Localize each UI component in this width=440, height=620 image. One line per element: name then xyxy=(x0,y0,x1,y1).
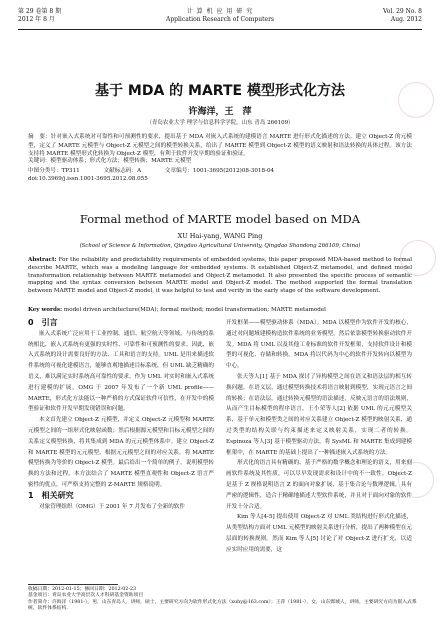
abstract-en-label: Abstract: xyxy=(28,257,57,263)
classification-line xyxy=(28,167,412,176)
header-date-en: Aug. 2012 xyxy=(390,16,422,23)
authors-en: XU Hai-yang, WANG Ping xyxy=(177,232,263,240)
document-code: 文献标志码：A xyxy=(103,168,142,174)
paper-title-en: Formal method of MARTE model based on MDA xyxy=(79,212,361,226)
body-paragraph: 对象管理组织（OMG）于 2001 年 7 月发布了全新的软件 xyxy=(39,503,185,510)
header-volume-en: Vol. 29 No. 8 xyxy=(382,8,422,15)
abstract-en xyxy=(28,257,412,296)
journal-name-en: Application Research of Computers xyxy=(165,16,275,23)
abstract-zh: 摘 要：针对嵌入式系统对可靠性和可预测性的要求，提出基于 MDA 对嵌入式系统的建模语言 MARTE 进行形式化描述的方法。建立 Object-Z 的元模型，定义了 MARTE 元模型与 Object-Z 元模型之间的模型转换关系，给出了 MARTE 模型到 Object-Z 模型的语义映射和语法转换的具体过程。该方法支持将 MARTE 模型形式化转换为 Object-Z 模型，有利于软件开发早期的验证和验证。 xyxy=(28,134,412,158)
footnote xyxy=(28,587,418,612)
body-paragraph: Kim 等人[4-5] 提出使用 Object-Z 对 UML 类结构进行形式化描述，从类型结构方面对 UML 元模型的映射关系进行分析，提出了两种模型在元层面的转换规则。然而 Kim 等人[5] 讨论了对 Object-Z 进行扩充，以适应实时应用的需要，这 xyxy=(226,514,412,553)
body-paragraph: 形式化的语言具有精确的、基于严格的数学概念和理论的语义，用来刻画软件系统及其性质，可以尽早发现需求和设计中的不一致性。Object-Z 是基于 Z 规格说明语言 Z 的面向对象扩展，基于集合论与数理逻辑，具有严密的逻辑性，适合于精确地描述大型软件系统，并且对于面向对象的软件开发十分合适。 xyxy=(226,460,412,510)
body-paragraph: 本文首先建立 Object-Z 元模型，并定义 Object-Z 元模型和 MARTE 元模型之间的一组形式化映射函数；然后根据源元模型和目标元模型之间的关系定义模型转换，将其集成到 MDA 的元元模型体系中。建立 Object-Z 和 MARTE 模型的元元模型，根据元元模型之间的对应关系，将 MARTE 模型转换为等价的 Object-Z 模型。最后给出一个简单的例子，说明模型转换的方法和过程。本方法结合了 MARTE 模型直观性和 Object-Z 语言严密性的优点，可严格支持完整的 Z-MARTE 规格说明。 xyxy=(28,417,214,488)
footnote-bio: 作者简介：许海洋（1981-），男，山东青岛人，讲师，硕士，主要研究方向为软件形式化方法（xuhy@163.com）；王萍（1981-），女，山东鄄城人，讲师，主要研究方向为嵌入式系统、软件体系结构. xyxy=(28,599,417,611)
keywords-zh: 关键词：模型驱动体系；形式化方法；模型转换；MARTE 元模型 xyxy=(28,158,192,164)
body-paragraph: 开发框架——模型驱动体系（MDA）。MDA 以模型作为软件开发的核心，通过对问题域建模构造软件系统的业务模型，然后依靠模型转换驱动软件开发。MDA 将 UML 以及其他工业标准的软件开发框架，支持软件设计和模型的可视化、存储和转换。MDA 将以代码为中心的软件开发转向以模型为中心。 xyxy=(226,320,412,370)
body-left-column xyxy=(28,318,214,512)
watermark-stamp-icon xyxy=(398,82,434,118)
section-heading-related: 1 相关研究 xyxy=(28,490,74,500)
section-heading-intro: 0 引言 xyxy=(28,318,58,327)
article-number: 文章编号：1001-3695(2012)08-3018-04 xyxy=(164,168,275,174)
body-paragraph: 嵌入式系统广泛应用于工业控制、通信、航空航天等领域，与传统的系统相比，嵌入式系统有更强的实时性、可靠性和可预测性的要求。因此，嵌入式系统的设计需要良好的方法、工具和语言的支持。UML 是用来描述软件系统的可视化建模语言，能够直观地描述目标系统，但 UML 缺乏精确的语义，难以满足实时系统高可靠性的要求。作为 UML 对实时和嵌入式系统进行建模的扩展，OMG 于 2007 年发布了一个新 UML profile——MARTE，形式化方法能以一种严格的方式保证软件可信性，在开发中的模型验证和软件开发早期发现错误和问题。 xyxy=(28,330,214,413)
header-journal xyxy=(18,8,422,24)
header-volume-en-block xyxy=(383,8,422,24)
body-right-column xyxy=(226,318,412,556)
affiliation-en: (School of Science & Information, Qingdao Agricultural University, Qingdao Shandong 266109, China) xyxy=(79,243,361,249)
running-header xyxy=(18,8,422,30)
header-volume-zh: 第 29 卷第 8 期 xyxy=(18,8,62,15)
body-paragraph: 张天等人[1] 基于 MDA 探讨了异构模型之间在语义和语法层的相互转换问题。在语义层，通过模型转换技术将语言映射到模型，实现元语言之间的转换；在语法层，通过转换元模型的语法描述，反映元语言的语法规则，从而产生目标模型的程序语言。王小荣等人[2] 依据 UML 的元元模型关系，基于单元和模型类之间的对应关系建立 Object-Z 模型的映射关系，通过类型的结构关联与约束描述来定义映射关系，实现二者的转换。Espinoza 等人[3] 基于模型驱动方法，将 SysML 和 MARTE 集成到建模框架中，在 MARTE 的基础上提出了一种描述嵌入式系统的方法。 xyxy=(226,373,412,456)
header-date-zh: 2012 年 8 月 xyxy=(18,16,55,23)
keywords-en-label: Key words: xyxy=(28,307,63,313)
keywords-en xyxy=(28,307,412,315)
footnote-received: 收稿日期：2012-01-15；修回日期：2012-02-23 xyxy=(28,587,137,592)
watermark-stamp-icon xyxy=(398,462,434,498)
affiliation-zh: （青岛农业大学 理学与信息科学学院，山东 青岛 266109） xyxy=(146,120,294,126)
journal-name-zh: 计 算 机 应 用 研 究 xyxy=(186,8,254,15)
footnote-rule xyxy=(28,584,118,585)
doi: doi:10.3969/j.issn.1001-3695.2012.08.055 xyxy=(28,176,148,182)
authors-zh: 许海洋，王 萍 xyxy=(188,107,252,117)
watermark-stamp-icon xyxy=(400,240,436,276)
abstract-en-text: For the reliability and predictability requirements of embedded systems, this paper proposed MDA-based method to formal describe MARTE, which was a modeling language for embedded systems. It established Object-Z metamodel, and defined model transformation relationship between MARTE metamodel and Object-Z metamodel. It also presented the specific process of semantic mapping and the syntax conversion between MARTE model and Object-Z model. The method supported the formal translation between MARTE model and Object-Z model, it was helpful to test and verify in the early stage of the software development. xyxy=(28,257,412,295)
keywords-en-text: model driven architecture(MDA); formal method; model transformation; MARTE metamodel xyxy=(63,307,326,313)
clc-number: 中图分类号：TP311 xyxy=(28,168,80,174)
header-rule xyxy=(18,29,422,30)
footnote-fund: 基金项目：青岛农业大学高层次人才科研基金资助项目 xyxy=(28,593,144,599)
paper-title-zh: 基于 MDA 的 MARTE 模型形式化方法 xyxy=(95,83,345,99)
